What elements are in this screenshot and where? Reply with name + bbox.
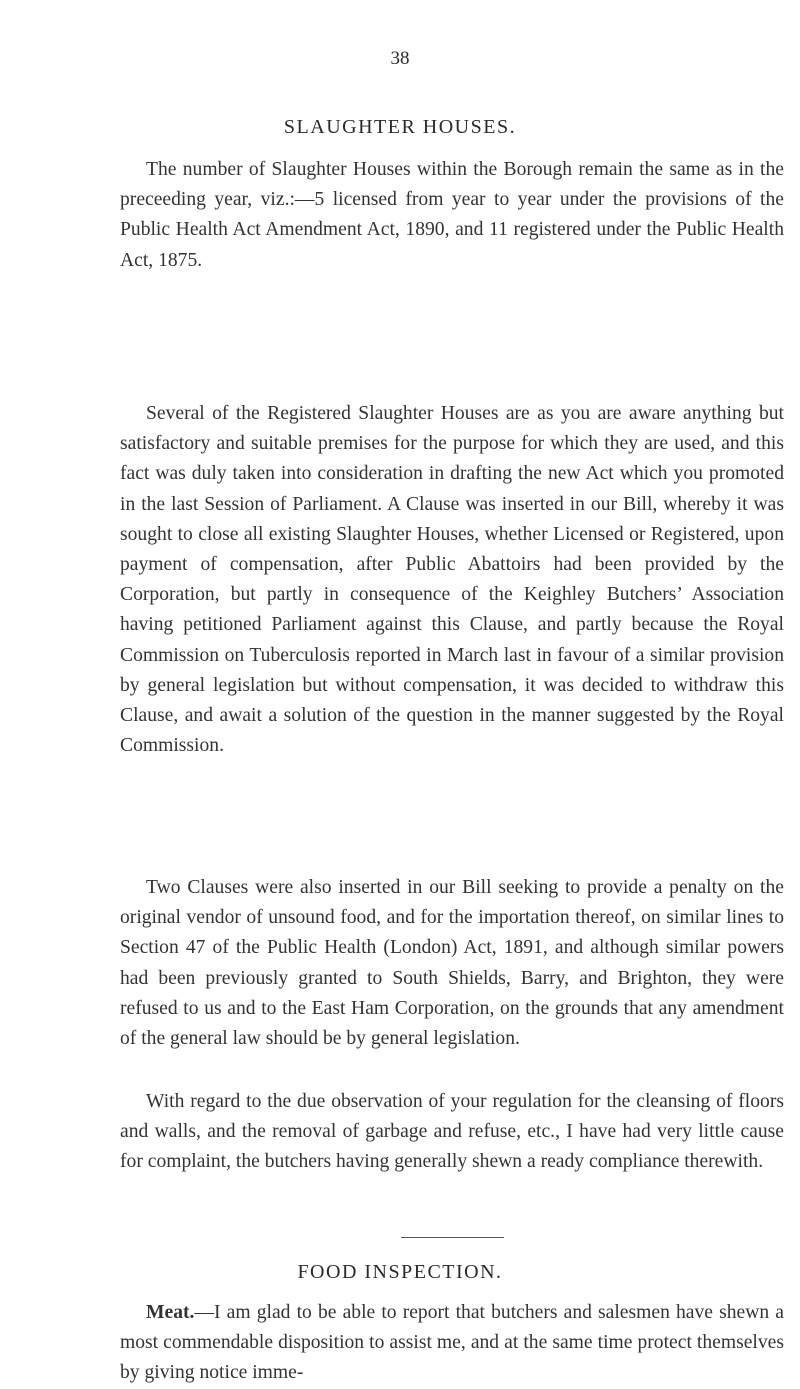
paragraph-lead-meat: Meat. [146, 1302, 195, 1323]
paragraph: The number of Slaughter Houses within the Borough remain the same as in the preceeding year, viz.:—5 licensed from year to year under the provisions of the Public Health Act Amendment Act, 1890, and 11 registered under the Public Health Act, 1875. [120, 159, 784, 271]
paragraph: With regard to the due observation of your regulation for the cleansing of floors and walls, and the removal of garbage and refuse, etc., I have had very little cause for complaint, the butchers having generally shewn a ready compliance therewith. [120, 1091, 784, 1173]
paragraph-meat [120, 1298, 784, 1389]
page-number: 38 [390, 48, 410, 69]
section-divider [401, 1237, 504, 1238]
section-heading-food-inspection: FOOD INSPECTION. [297, 1261, 503, 1283]
paragraph-meat-text: —I am glad to be able to report that butchers and salesmen have shewn a most commendable disposition to assist me, and at the same time protect themselves by giving notice imme- [120, 1302, 784, 1384]
paragraph: Several of the Registered Slaughter Houses are as you are aware anything but satisfactory and suitable premises for the purpose for which they are used, and this fact was duly taken into consideration in drafting the new Act which you promoted in the last Session of Parliament. A Clause was inserted in our Bill, whereby it was sought to close all existing Slaughter Houses, whether Licensed or Registered, upon payment of compensation, after Public Abattoirs had been provided by the Corporation, but partly in consequence of the Keighley Butchers’ Association having petitioned Parliament against this Clause, and partly because the Royal Commission on Tuberculosis reported in March last in favour of a similar provision by general legislation but without compensation, it was decided to withdraw this Clause, and await a solution of the question in the manner suggested by the Royal Commission. [120, 403, 784, 757]
paragraph: Two Clauses were also inserted in our Bill seeking to provide a penalty on the original vendor of unsound food, and for the importation thereof, on similar lines to Section 47 of the Public Health (London) Act, 1891, and although similar powers had been previously granted to South Shields, Barry, and Brighton, they were refused to us and to the East Ham Corporation, on the grounds that any amendment of the general law should be by general legislation. [120, 877, 784, 1050]
section-heading-slaughter-houses: SLAUGHTER HOUSES. [283, 116, 517, 138]
